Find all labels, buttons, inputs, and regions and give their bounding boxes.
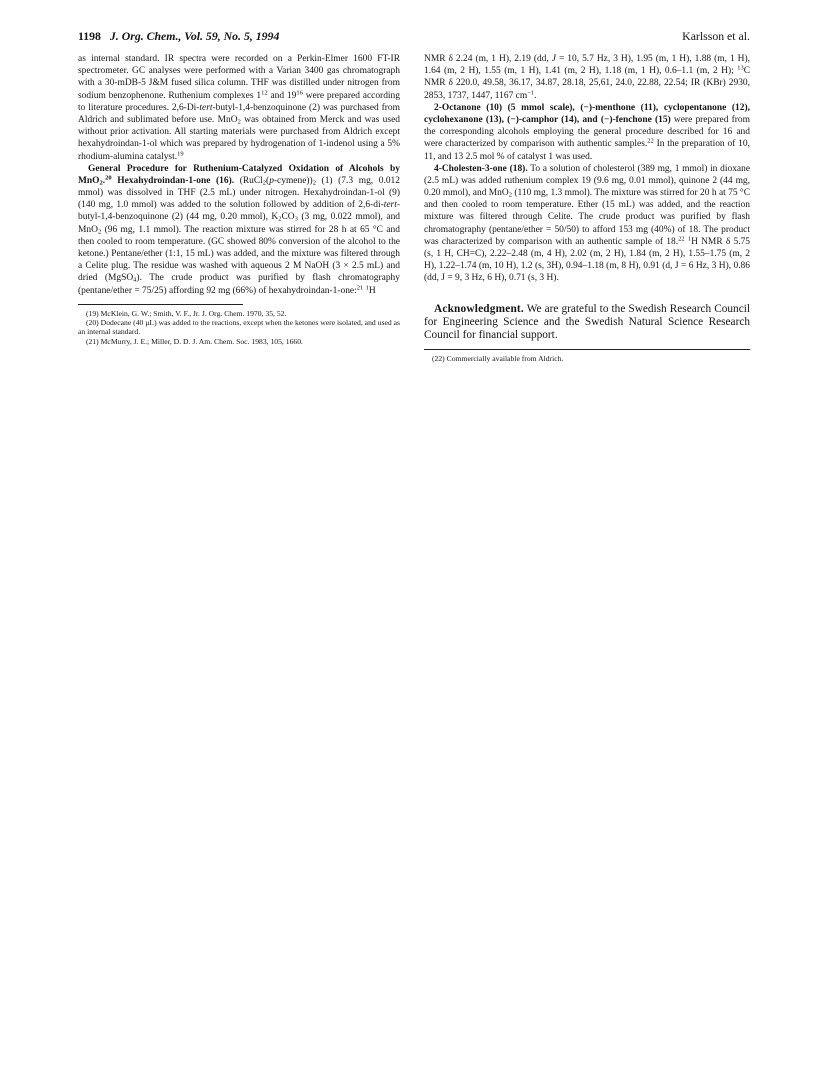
section-heading: 2-Octanone (10) (5 mmol scale), (−)-menthone (11), cyclopentanone (12), cyclohexanone (13), (−)-camphor (14), and (−)-fenchone (15) bbox=[424, 102, 750, 125]
ref-superscript: 22 bbox=[678, 235, 685, 243]
text-run: (RuCl bbox=[234, 175, 263, 186]
text-run: NMR δ 2.24 (m, 1 H), 2.19 (dd, bbox=[424, 54, 552, 64]
text-run: H bbox=[368, 285, 376, 296]
text-run: (1) (7.3 mg, 0.012 mmol) was dissolved in THF (2.5 mL) under nitrogen. Hexahydroindan-1-ol (9) (140 mg, 1.0 mmol) was added to the solution followed by addition of 2,6-di- bbox=[78, 175, 400, 211]
journal-citation: J. Org. Chem., Vol. 59, No. 5, 1994 bbox=[109, 29, 280, 43]
text-run: -butyl-1,4-benzoquinone (2) (44 mg, 0.20 mmol), K bbox=[78, 200, 400, 223]
ref-superscript: 21 bbox=[356, 284, 364, 292]
heading-run: . bbox=[102, 175, 106, 186]
running-head-authors: Karlsson et al. bbox=[682, 29, 750, 43]
footnote-19: (19) McKlein, G. W.; Smith, V. F., Jr. J. Org. Chem. 1970, 35, 52. bbox=[86, 308, 287, 318]
isotope-superscript: 1 bbox=[687, 235, 692, 243]
ref-superscript: 20 bbox=[105, 174, 112, 182]
cholestenone-paragraph bbox=[424, 163, 750, 285]
heading-run: Hexahydroindan-1-one (16). bbox=[111, 175, 235, 186]
text-run: C NMR δ 220.0, 49.58, 36.17, 34.87, 28.18, 25,61, 24.0, 22.88, 22.54; IR (KBr) 2930, 2853, 1737, 1447, 1167 cm bbox=[424, 66, 750, 101]
text-run: were prepared from the corresponding alcohols employing the general procedure described for 16 and were characterized by comparison with authentic samples. bbox=[424, 114, 750, 150]
italic-text: J bbox=[551, 54, 556, 64]
footnote-22: (22) Commercially available from Aldrich. bbox=[432, 354, 564, 364]
text-run: H NMR δ 5.75 (s, 1 H, CH=C), 2.22–2.48 (m, 4 H), 2.02 (m, 2 H), 1.84 (m, 2 H), 1.55–1.75 (m, 2 H), 1.22–1.74 (m, 10 H), 1.2 (s, 3H), 0.94–1.18 (m, 8 H), 0.91 (d, J = 6 Hz, 3 H), 0.86 (dd, J = 9, 3 Hz, 6 H), 0.71 (s, 3 H). bbox=[424, 236, 751, 284]
general-procedure-paragraph bbox=[78, 163, 400, 297]
subscript: 2 bbox=[278, 216, 282, 224]
footnotes-right bbox=[424, 354, 750, 363]
isotope-superscript: 1 bbox=[365, 284, 369, 292]
subscript: 2 bbox=[97, 228, 102, 236]
subscript: 2 bbox=[99, 179, 103, 187]
ref-superscript: 19 bbox=[177, 150, 184, 158]
acknowledgment bbox=[424, 303, 750, 343]
acknowledgment-heading: Acknowledgment. bbox=[434, 302, 524, 315]
subscript: 2 bbox=[312, 179, 316, 187]
text-run: (3 mg, 0.022 mmol), and MnO bbox=[78, 212, 401, 235]
text-run: was obtained from Merck and was used without prior activation. All starting materials were purchased from Aldrich except hexahydroindan-1-ol which was prepared by hydrogenation of 1-indenol using a 5% rhodium-alumina catalyst. bbox=[78, 114, 400, 162]
footnote-divider bbox=[424, 349, 750, 350]
italic-text: tert bbox=[383, 200, 397, 211]
ref-superscript: 16 bbox=[296, 89, 303, 97]
running-head bbox=[78, 29, 750, 45]
text-run: -cymene)) bbox=[273, 175, 313, 186]
experimental-instruments-paragraph bbox=[78, 53, 400, 163]
subscript: 3 bbox=[294, 216, 298, 224]
acknowledgment-text: We are grateful to the Swedish Research Council for Engineering Science and the Swedish Natural Science Research Council for financial support. bbox=[424, 302, 750, 341]
ref-superscript: 12 bbox=[261, 89, 268, 97]
unit-superscript: −1 bbox=[527, 89, 535, 97]
text-run: and 19 bbox=[267, 90, 297, 101]
ref-superscript: 22 bbox=[647, 137, 654, 145]
text-run: CO bbox=[281, 212, 295, 223]
text-run: ). The crude product was purified by flash chromatography (pentane/ether = 75/25) affording 92 mg (66%) of hexahydroindan-1-one: bbox=[78, 273, 400, 296]
footnote-20: (20) Dodecane (40 μL) was added to the reactions, except when the ketones were isolated, and used as an internal standard. bbox=[78, 318, 400, 337]
text-run: as internal standard. IR spectra were recorded on a Perkin-Elmer 1600 FT-IR spectrometer. GC analyses were performed with a Varian 3400 gas chromatograph with a 30-mDB-5 J&M fused silica column. THF was distilled under nitrogen from sodium benzophenone. Ruthenium complexes 1 bbox=[78, 54, 400, 101]
subscript: 2 bbox=[262, 179, 267, 187]
text-run: In the preparation of 10, 11, and 13 2.5 mol % of catalyst 1 was used. bbox=[424, 139, 750, 162]
heading-run: General Procedure for Ruthenium-Catalyzed Oxidation of Alcohols by MnO bbox=[78, 163, 400, 186]
footnote-21: (21) McMurry, J. E.; Miller, D. D. J. Am. Chem. Soc. 1983, 105, 1660. bbox=[86, 336, 303, 346]
text-run: (110 mg, 1.3 mmol). The mixture was stirred for 20 h at 75 °C and then cooled to room temperature. Ether (15 mL) was added, and the reaction mixture was filtered through Celite. The crude product was purified by flash chromatography (pentane/ether = 50/50) to afford 153 mg (40%) of 18. The product was characterized by comparison with an authentic sample of 18. bbox=[424, 188, 751, 247]
section-heading: 4-Cholesten-3-one (18). bbox=[434, 163, 528, 174]
nmr-data-paragraph bbox=[424, 53, 750, 102]
running-head-left bbox=[78, 29, 279, 44]
italic-text: tert bbox=[199, 102, 213, 113]
italic-text: p bbox=[269, 175, 274, 186]
text-run: . bbox=[534, 90, 537, 101]
footnote-divider bbox=[78, 304, 243, 305]
footnotes-left bbox=[78, 309, 400, 346]
text-run: To a solution of cholesterol (389 mg, 1 mmol) in dioxane (2.5 mL) was added ruthenium complex 19 (9.6 mg, 0.01 mmol), quinone 2 (44 mg, 0.20 mmol), and MnO bbox=[424, 163, 751, 199]
left-column bbox=[78, 53, 400, 346]
text-run: -butyl-1,4-benzoquinone (2) was purchased from Aldrich and sublimated before use. MnO bbox=[78, 102, 400, 125]
text-run: were prepared according to literature procedures. 2,6-Di- bbox=[78, 90, 400, 113]
isotope-superscript: 13 bbox=[737, 64, 744, 72]
right-column bbox=[424, 53, 750, 363]
subscript: 4 bbox=[133, 276, 137, 284]
text-run: = 10, 5.7 Hz, 3 H), 1.95 (m, 1 H), 1.88 (m, 1 H), 1.64 (m, 2 H), 1.55 (m, 1 H), 1.41 (m, 2 H), 1.18 (m, 1 H), 0.6–1.1 (m, 2 H); bbox=[424, 54, 750, 77]
subscript: 2 bbox=[237, 118, 241, 126]
subscript: 2 bbox=[508, 191, 512, 199]
text-run: (96 mg, 1.1 mmol). The reaction mixture was stirred for 28 h at 65 °C and then cooled to room temperature. (GC showed 80% conversion of the alcohol to the ketone.) Pentane/ether (1:1, 15 mL) was added, and the mixture was filtered through a Celite plug. The residue was washed with aqueous 2 M NaOH (3 × 2.5 mL) and dried (MgSO bbox=[78, 224, 400, 284]
ketones-paragraph bbox=[424, 102, 750, 163]
text-run: ( bbox=[266, 175, 270, 186]
page-number: 1198 bbox=[78, 29, 101, 43]
